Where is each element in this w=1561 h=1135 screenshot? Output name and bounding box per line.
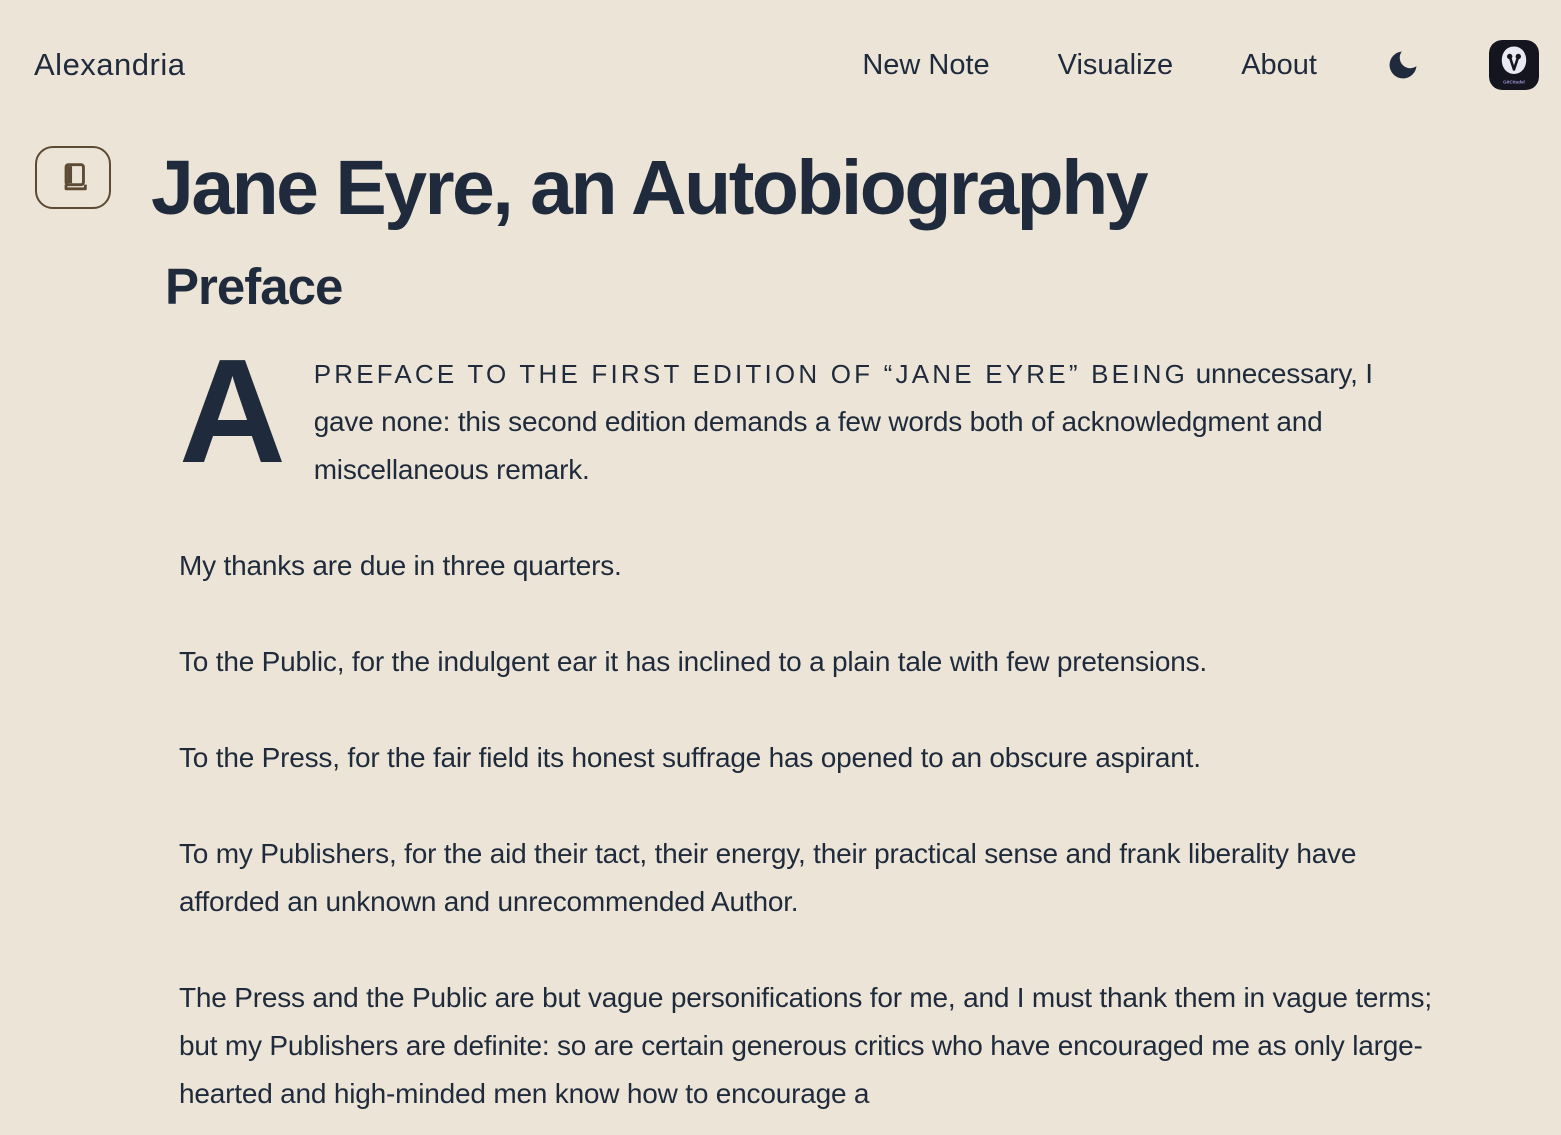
chapter-text [179, 329, 1435, 1118]
app-logo-text[interactable]: Alexandria [34, 47, 186, 82]
title-row [35, 145, 1561, 231]
top-nav [0, 0, 1561, 100]
paragraph: To my Publishers, for the aid their tact, their energy, their practical sense and frank liberality have afforded an unknown and unrecommended Author. [179, 838, 1357, 917]
paragraph: To the Public, for the indulgent ear it has inclined to a plain tale with few pretensions. [179, 646, 1207, 677]
chapter-title: Preface [165, 258, 343, 315]
theme-toggle-button[interactable] [1385, 47, 1421, 83]
paragraph: The Press and the Public are but vague personifications for me, and I must thank them in vague terms; but my Publishers are definite: so are certain generous critics who have encouraged me as only large-hearted and high-minded men know how to encourage a [179, 982, 1432, 1109]
lead-paragraph [179, 329, 1435, 494]
helmet-icon [1502, 47, 1526, 75]
lead-rest: unnecessary, I gave none: this second edition demands a few words both of acknowledgment and miscellaneous remark. [313, 358, 1373, 485]
lead-smallcaps: PREFACE TO THE FIRST EDITION OF “JANE EYRE” BEING [313, 359, 1189, 389]
paragraph: To the Press, for the fair field its honest suffrage has opened to an obscure aspirant. [179, 742, 1201, 773]
book-title: Jane Eyre, an Autobiography [151, 145, 1147, 231]
drop-cap: A [179, 329, 286, 494]
library-button[interactable] [35, 146, 111, 209]
nav-new-note[interactable]: New Note [862, 48, 990, 81]
paragraph: My thanks are due in three quarters. [179, 550, 622, 581]
nav-about[interactable]: About [1241, 48, 1317, 81]
nav-links [862, 40, 1539, 90]
book-icon [54, 159, 92, 197]
logo-caption: GitCitadel [1503, 79, 1525, 85]
moon-icon [1385, 47, 1421, 83]
reader-main [0, 146, 1561, 1118]
nav-visualize[interactable]: Visualize [1057, 48, 1174, 81]
account-avatar[interactable] [1489, 40, 1539, 90]
